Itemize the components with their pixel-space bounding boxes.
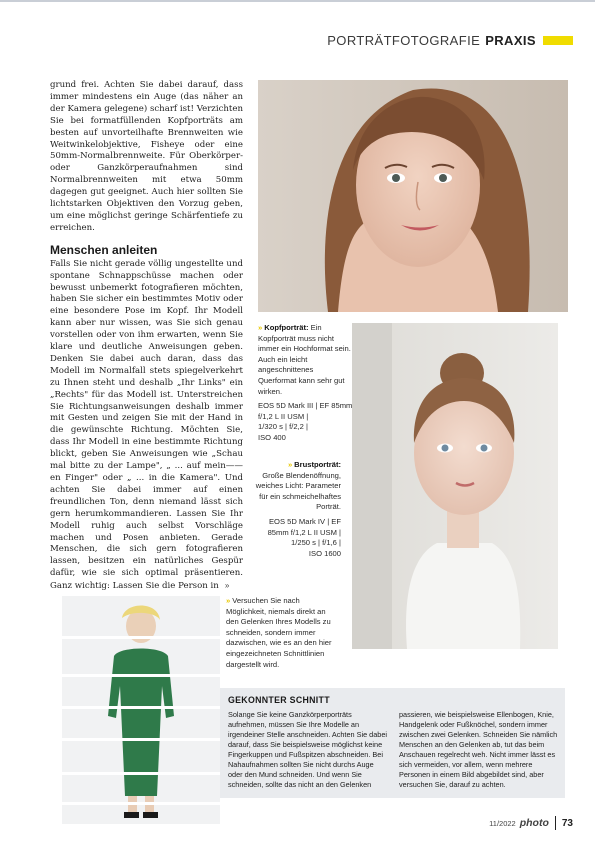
section-category: PRAXIS: [485, 32, 536, 48]
caption-head-portrait: [258, 323, 353, 444]
footer-divider: [555, 816, 556, 830]
continue-arrow-icon: »: [224, 581, 230, 591]
info-box-column-1: Solange Sie keine Ganzkörperporträts aufnehmen, müssen Sie Ihre Modelle an irgendeiner Stelle anschneiden. Achten Sie dabei darauf, dass Sie beispielsweise möglichst keine Fingerkuppen und Fußspitzen abschneiden. Bei Nahaufnahmen sollten Sie nicht durchs Auge oder den Mund schneiden. Und wenn Sie schneiden, sollte das nicht an den Gelenken: [228, 710, 388, 789]
caption-head-lead: Kopfporträt:: [264, 323, 309, 332]
caption-cut-lines: [226, 596, 338, 670]
caption-chest-text: Große Blendenöffnung, weiches Licht: Parameter für ein schmeichelhaftes Porträt.: [255, 470, 341, 512]
caption-arrow-icon: »: [287, 460, 293, 469]
caption-chest-portrait: [255, 460, 341, 559]
accent-bar: [543, 36, 573, 45]
issue-number: 11/2022: [489, 818, 516, 828]
caption-cut-text: Versuchen Sie nach Möglichkeit, niemals direkt an den Gelenken Ihres Modells zu schneiden, sondern immer dazwischen, wie es an den hier eingezeichneten Schnittlinien dargestellt wird.: [226, 596, 332, 669]
article-body: [50, 80, 243, 593]
caption-chest-lead: Brustporträt:: [294, 460, 341, 469]
caption-chest-specs: EOS 5D Mark IV | EF 85mm f/1,2 L II USM | 1/250 s | f/1,6 | ISO 1600: [267, 516, 341, 558]
caption-arrow-icon: »: [226, 596, 231, 605]
subheading-menschen-anleiten: Menschen anleiten: [50, 242, 158, 257]
body-paragraph-2: [50, 259, 243, 593]
body-paragraph-2-text: Falls Sie nicht gerade völlig ungestellte und spontane Schnappschüsse machen oder bewusst unbemerkt fotografieren möchten, haben Sie sicher ein bestimmtes Motiv oder eine besondere Pose im Kopf. Ihr Modell kann aber nur wissen, was Sie sich genau vorstellen oder von ihm erwarten, wenn Sie klare und deutliche Anweisungen geben. Denken Sie dabei auch daran, dass das Modell im Normalfall stets spiegelverkehrt zu Ihnen steht und deshalb „Ihr Links" ein „Rechts" für das Modell ist. Unterstreichen Sie Richtungsanweisungen deshalb immer mit Gesten und zeigen Sie mit der Hand in die gewünschte Richtung. Möchten Sie, dass Ihr Modell in eine bestimmte Richtung blickt, geben Sie Anweisungen wie „Schau mal bitte zu der Lampe", „ ... auf mein——en Finger" oder „ ... in die Kamera". Und achten Sie dabei immer auf einen freundlichen Ton, denn niemand lässt sich gern herumkommandieren. Lassen Sie Ihr Modell ruhig auch selbst Vorschläge machen und Posen anbieten. Gerade Menschen, die sich gern fotografieren lassen, besitzen ein natürliches Gespür dafür, wie sie sich optimal präsentieren. Ganz wichtig: Lassen Sie die Person in: [50, 258, 243, 592]
caption-arrow-icon: »: [258, 323, 263, 332]
section-title: PORTRÄTFOTOGRAFIE: [327, 32, 481, 48]
info-box-column-2: passieren, wie beispielsweise Ellenbogen, Knie, Handgelenk oder Fußknöchel, sondern immer zwischen zwei Gelenken. Schneiden Sie nämlich Menschen an den Gelenken ab, tut das beim Anschauen regelrecht weh. Nicht immer lässt es sich vermeiden, vor allem, wenn mehrere Personen in einem Bild abgebildet sind, aber versuchen Sie, darauf zu achten.: [399, 710, 558, 789]
body-paragraph-1: grund frei. Achten Sie dabei darauf, dass immer mindestens ein Auge (das näher an der Kamera gelegene) scharf ist! Verzichten Sie bei formatfüllenden Kopfporträts am besten auf unvorteilhafte Brennweiten wie Weitwinkelobjektive, Fisheye oder eine 50mm-Normalbrennweite. Für Oberkörper- oder Ganzkörperaufnahmen sind Normalbrennweiten mit etwa 50mm dagegen gut geeignet. Auch hier sollten Sie lichtstarken Objektiven den Vorzug geben, um eine möglichst geringe Schärfentiefe zu erreichen.: [50, 80, 243, 233]
top-rule: [0, 0, 595, 2]
caption-head-text: Ein Kopfporträt muss nicht immer ein Hochformat sein. Auch ein leicht angeschnittenes Querformat kann sehr gut wirken.: [258, 323, 351, 396]
info-box-title: GEKONNTER SCHNITT: [228, 695, 330, 705]
section-header: [327, 32, 573, 48]
caption-head-specs: EOS 5D Mark III | EF 85mm f/1,2 L II USM | 1/320 s | f/2,2 | ISO 400: [258, 401, 353, 442]
page-footer: [489, 816, 573, 830]
photo-chest-portrait: [352, 323, 558, 649]
photo-full-body-cut-lines: [62, 596, 220, 824]
page-number: 73: [561, 817, 573, 829]
magazine-logo: photo: [519, 817, 549, 829]
photo-head-portrait: [258, 80, 568, 312]
